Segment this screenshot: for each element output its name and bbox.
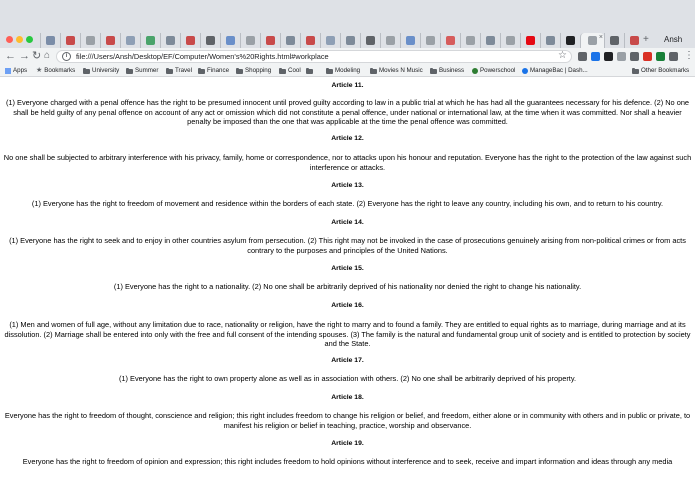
minimize-window-button[interactable] xyxy=(16,36,23,43)
folder-icon xyxy=(632,69,639,74)
article-text: No one shall be subjected to arbitrary interference with his privacy, family, home or correspondence, nor to attacks upon his honour and reputation. Everyone has the right to the protection of the law against such interference or attacks. xyxy=(3,153,692,172)
bookmark-label: Modeling xyxy=(335,67,361,74)
folder-icon xyxy=(370,69,377,74)
bookmark-label: Bookmarks xyxy=(44,67,76,74)
tab-list xyxy=(40,33,644,48)
close-window-button[interactable] xyxy=(6,36,13,43)
favicon-icon xyxy=(426,36,435,45)
folder-icon xyxy=(306,69,313,74)
tab[interactable] xyxy=(160,33,180,48)
favicon-icon xyxy=(146,36,155,45)
tab[interactable] xyxy=(200,33,220,48)
article-title: Article 11. xyxy=(331,82,364,89)
bookmark-label: Business xyxy=(439,67,465,74)
article-title: Article 18. xyxy=(331,394,364,401)
favicon-icon xyxy=(630,36,639,45)
extension-icon[interactable] xyxy=(578,52,587,61)
bookmark-folder-unnamed[interactable] xyxy=(306,66,315,76)
tab[interactable] xyxy=(500,33,520,48)
tab[interactable] xyxy=(80,33,100,48)
tab[interactable] xyxy=(480,33,500,48)
folder-icon xyxy=(430,69,437,74)
tab[interactable] xyxy=(540,33,560,48)
favicon-icon xyxy=(246,36,255,45)
favicon-icon xyxy=(126,36,135,45)
folder-icon xyxy=(166,69,173,74)
tab[interactable] xyxy=(400,33,420,48)
bookmarks-bar xyxy=(0,65,695,77)
favicon-icon xyxy=(406,36,415,45)
tab[interactable] xyxy=(604,33,624,48)
article-text: (1) Everyone has the right to a nationality. (2) No one shall be arbitrarily deprived of his nationality nor denied the right to change his nationality. xyxy=(113,282,582,291)
folder-icon xyxy=(236,69,243,74)
bookmark-label: ManageBac | Dash... xyxy=(530,67,588,74)
favicon-icon xyxy=(286,36,295,45)
extension-icon[interactable] xyxy=(669,52,678,61)
extension-icon[interactable] xyxy=(617,52,626,61)
favicon-icon xyxy=(346,36,355,45)
bookmark-other-bookmarks[interactable] xyxy=(632,66,689,76)
tab[interactable] xyxy=(300,33,320,48)
browser-toolbar xyxy=(0,48,695,65)
star-icon: ★ xyxy=(36,67,43,74)
info-icon[interactable]: i xyxy=(62,52,71,61)
tab[interactable] xyxy=(240,33,260,48)
article-text: (1) Everyone has the right to seek and to enjoy in other countries asylum from persecution. (2) This right may not be invoked in the case of prosecutions genuinely arising from non-political crimes or from acts contrary to the purposes and principles of the United Nations. xyxy=(9,236,686,255)
extension-icon[interactable] xyxy=(630,52,639,61)
folder-icon xyxy=(198,69,205,74)
forward-arrow-icon[interactable]: → xyxy=(19,50,30,62)
tab[interactable] xyxy=(560,33,580,48)
favicon-icon xyxy=(588,36,597,45)
bookmark-label: Summer xyxy=(135,67,159,74)
favicon-icon xyxy=(306,36,315,45)
powerschool-icon xyxy=(472,68,478,74)
apps-grid-icon xyxy=(5,68,11,74)
bookmark-folder-finance[interactable] xyxy=(198,66,229,76)
tab[interactable] xyxy=(420,33,440,48)
new-tab-button[interactable]: + xyxy=(643,34,649,45)
bookmark-folder-travel[interactable] xyxy=(166,66,192,76)
bookmark-star-icon[interactable]: ☆ xyxy=(558,50,567,61)
home-icon[interactable]: ⌂ xyxy=(44,50,51,61)
bookmark-label: Apps xyxy=(13,67,28,74)
article-text: (1) Everyone has the right to own property alone as well as in association with others. (2) No one shall be arbitrarily deprived of his property. xyxy=(118,374,577,383)
extension-icon[interactable] xyxy=(643,52,652,61)
tab[interactable] xyxy=(320,33,340,48)
bookmark-apps[interactable] xyxy=(5,66,27,76)
favicon-icon xyxy=(386,36,395,45)
article-title: Article 15. xyxy=(331,265,364,272)
article-text: Everyone has the right to freedom of opinion and expression; this right includes freedom to hold opinions without interference and to seek, receive and impart information and ideas through any media xyxy=(22,457,673,466)
bookmark-label: Movies N Music xyxy=(379,67,423,74)
article-text: (1) Everyone has the right to freedom of movement and residence within the borders of each state. (2) Everyone has the right to leave any country, including his own, and to return to his country. xyxy=(31,199,664,208)
favicon-icon xyxy=(546,36,555,45)
article-text: Everyone has the right to freedom of thought, conscience and religion; this right includes freedom to change his religion or belief, and freedom, either alone or in community with others and in public or private, to manifest his religion or belief in teaching, practice, worship and observance. xyxy=(4,411,691,430)
folder-icon xyxy=(126,69,133,74)
bookmark-label: University xyxy=(92,67,120,74)
bookmark-folder-modeling[interactable] xyxy=(326,66,360,76)
favicon-icon xyxy=(466,36,475,45)
favicon-icon xyxy=(106,36,115,45)
tab-active[interactable] xyxy=(580,33,604,48)
tab[interactable] xyxy=(120,33,140,48)
article-title: Article 16. xyxy=(331,302,364,309)
bookmark-label: Travel xyxy=(175,67,192,74)
bookmark-folder-university[interactable] xyxy=(83,66,119,76)
article-title: Article 13. xyxy=(331,182,364,189)
folder-icon xyxy=(279,69,286,74)
document-page xyxy=(0,78,695,494)
favicon-icon xyxy=(366,36,375,45)
bookmark-managebac[interactable] xyxy=(522,66,588,76)
bookmark-bookmarks[interactable] xyxy=(36,66,75,76)
bookmark-folder-cool[interactable] xyxy=(279,66,301,76)
bookmark-folder-business[interactable] xyxy=(430,66,464,76)
folder-icon xyxy=(83,69,90,74)
tab[interactable] xyxy=(280,33,300,48)
tab[interactable] xyxy=(440,33,460,48)
favicon-icon xyxy=(186,36,195,45)
maximize-window-button[interactable] xyxy=(26,36,33,43)
favicon-icon xyxy=(46,36,55,45)
favicon-icon xyxy=(66,36,75,45)
article-text: (1) Men and women of full age, without any limitation due to race, nationality or religion, have the right to marry and to found a family. They are entitled to equal rights as to marriage, during marriage and at its dissolution. (2) Marriage shall be entered into only with the free and full consent of the intending spouses. (3) The family is the natural and fundamental group unit of society and is entitled to protection by society and the State. xyxy=(4,320,691,349)
favicon-icon xyxy=(206,36,215,45)
address-bar[interactable] xyxy=(56,50,572,63)
bookmark-label: Other Bookmarks xyxy=(641,67,690,74)
article-text: (1) Everyone charged with a penal offence has the right to be presumed innocent until proved guilty according to law in a public trial at which he has had all the guarantees necessary for his defence. (2) No one shall be held guilty of any penal offence on account of any act or omission which did not constitute a penal offence, under national or international law, at the time when it was committed. Nor shall a heavier penalty be imposed than the one that was applicable at the time the penal offence was committed. xyxy=(5,98,690,127)
tab[interactable] xyxy=(380,33,400,48)
article-title: Article 12. xyxy=(331,135,364,142)
extension-icon[interactable] xyxy=(591,52,600,61)
menu-icon[interactable]: ⋮ xyxy=(684,50,694,61)
tab[interactable] xyxy=(100,33,120,48)
bookmark-folder-summer[interactable] xyxy=(126,66,158,76)
bookmark-folder-movies[interactable] xyxy=(370,66,423,76)
bookmark-label: Shopping xyxy=(245,67,272,74)
favicon-icon xyxy=(266,36,275,45)
bookmark-label: Powerschool xyxy=(480,67,516,74)
reload-icon[interactable]: ↻ xyxy=(32,50,42,62)
tab[interactable] xyxy=(340,33,360,48)
bookmark-label: Finance xyxy=(207,67,230,74)
favicon-icon xyxy=(526,36,535,45)
tab[interactable] xyxy=(624,33,644,48)
favicon-icon xyxy=(166,36,175,45)
tab[interactable] xyxy=(220,33,240,48)
bookmark-label: Cool xyxy=(288,67,301,74)
tab[interactable] xyxy=(260,33,280,48)
tab-strip xyxy=(0,0,695,48)
favicon-icon xyxy=(326,36,335,45)
favicon-icon xyxy=(506,36,515,45)
tab[interactable] xyxy=(460,33,480,48)
tab[interactable] xyxy=(520,33,540,48)
folder-icon xyxy=(326,69,333,74)
profile-button[interactable]: Ansh xyxy=(664,35,683,44)
article-title: Article 14. xyxy=(331,219,364,226)
managebac-icon xyxy=(522,68,528,74)
favicon-icon xyxy=(486,36,495,45)
favicon-icon xyxy=(446,36,455,45)
tab[interactable] xyxy=(40,33,60,48)
tab[interactable] xyxy=(140,33,160,48)
tab-close-icon[interactable]: × xyxy=(598,34,603,41)
extension-icon[interactable] xyxy=(656,52,665,61)
bookmark-powerschool[interactable] xyxy=(472,66,515,76)
article-title: Article 17. xyxy=(331,357,364,364)
favicon-icon xyxy=(226,36,235,45)
tab[interactable] xyxy=(360,33,380,48)
article-title: Article 19. xyxy=(331,440,364,447)
favicon-icon xyxy=(610,36,619,45)
bookmark-folder-shopping[interactable] xyxy=(236,66,271,76)
url-text[interactable]: file:///Users/Ansh/Desktop/EF/Computer/Women's%20Rights.html#workplace xyxy=(76,52,329,61)
tab[interactable] xyxy=(60,33,80,48)
back-arrow-icon[interactable]: ← xyxy=(5,50,16,62)
extension-icon[interactable] xyxy=(604,52,613,61)
favicon-icon xyxy=(566,36,575,45)
favicon-icon xyxy=(86,36,95,45)
tab[interactable] xyxy=(180,33,200,48)
